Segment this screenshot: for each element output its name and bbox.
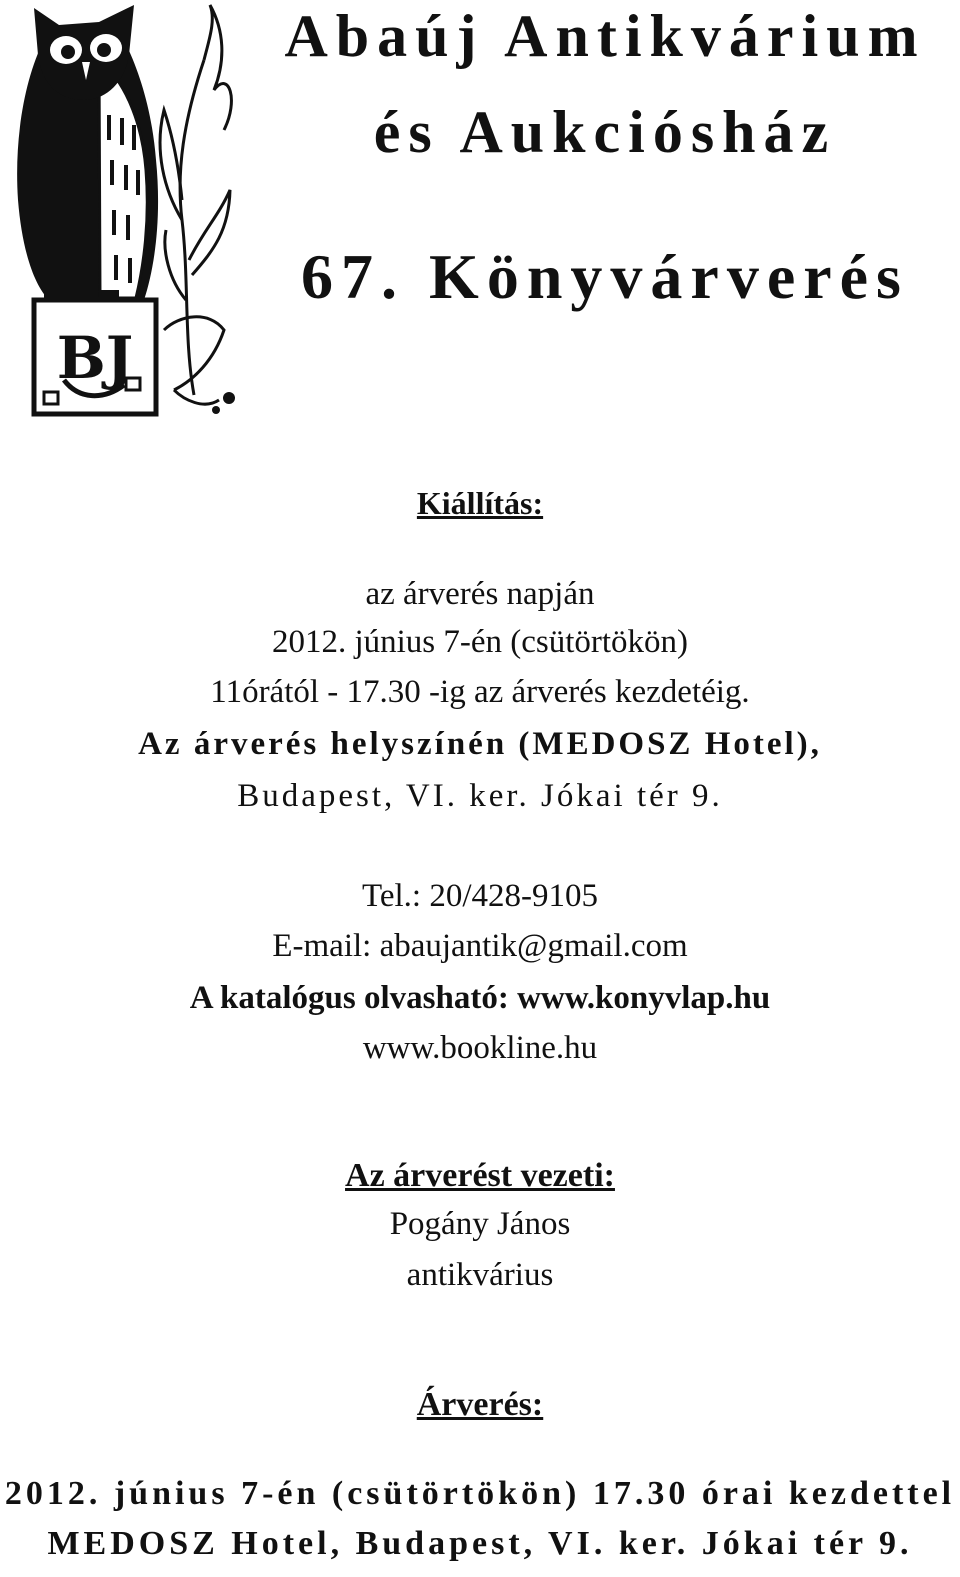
catalog-link: A katalógus olvasható: www.konyvlap.hu: [189, 980, 771, 1016]
exhibition-line: 2012. június 7-én (csütörtökön): [271, 624, 689, 660]
exhibition-heading: Kiállítás:: [416, 485, 544, 521]
auction-location: MEDOSZ Hotel, Budapest, VI. ker. Jókai tér 9.: [47, 1525, 913, 1562]
auction-heading: Árverés:: [416, 1386, 544, 1423]
exhibition-venue: Az árverés helyszínén (MEDOSZ Hotel),: [138, 726, 822, 762]
exhibition-line: 11órától - 17.30 -ig az árverés kezdetéig.: [210, 674, 750, 710]
title-line-2: és Aukciósház: [373, 99, 837, 165]
contact-tel: Tel.: 20/428-9105: [362, 878, 598, 914]
owl-logo-icon: [4, 0, 240, 420]
svg-text:BJ: BJ: [56, 324, 134, 392]
exhibition-line: az árverés napján: [365, 576, 595, 612]
exhibition-address: Budapest, VI. ker. Jókai tér 9.: [237, 778, 723, 814]
auctioneer-heading: Az árverést vezeti:: [345, 1157, 615, 1194]
auction-date: 2012. június 7-én (csütörtökön) 17.30 órai kezdettel: [4, 1475, 956, 1512]
auctioneer-name: Pogány János: [389, 1206, 571, 1242]
contact-email: E-mail: abaujantik@gmail.com: [272, 928, 688, 964]
auction-number-title: 67. Könyvárverés: [301, 241, 909, 312]
title-line-1: Abaúj Antikvárium: [284, 3, 926, 69]
catalog-link-2: www.bookline.hu: [362, 1030, 598, 1066]
auctioneer-role: antikvárius: [406, 1257, 554, 1293]
